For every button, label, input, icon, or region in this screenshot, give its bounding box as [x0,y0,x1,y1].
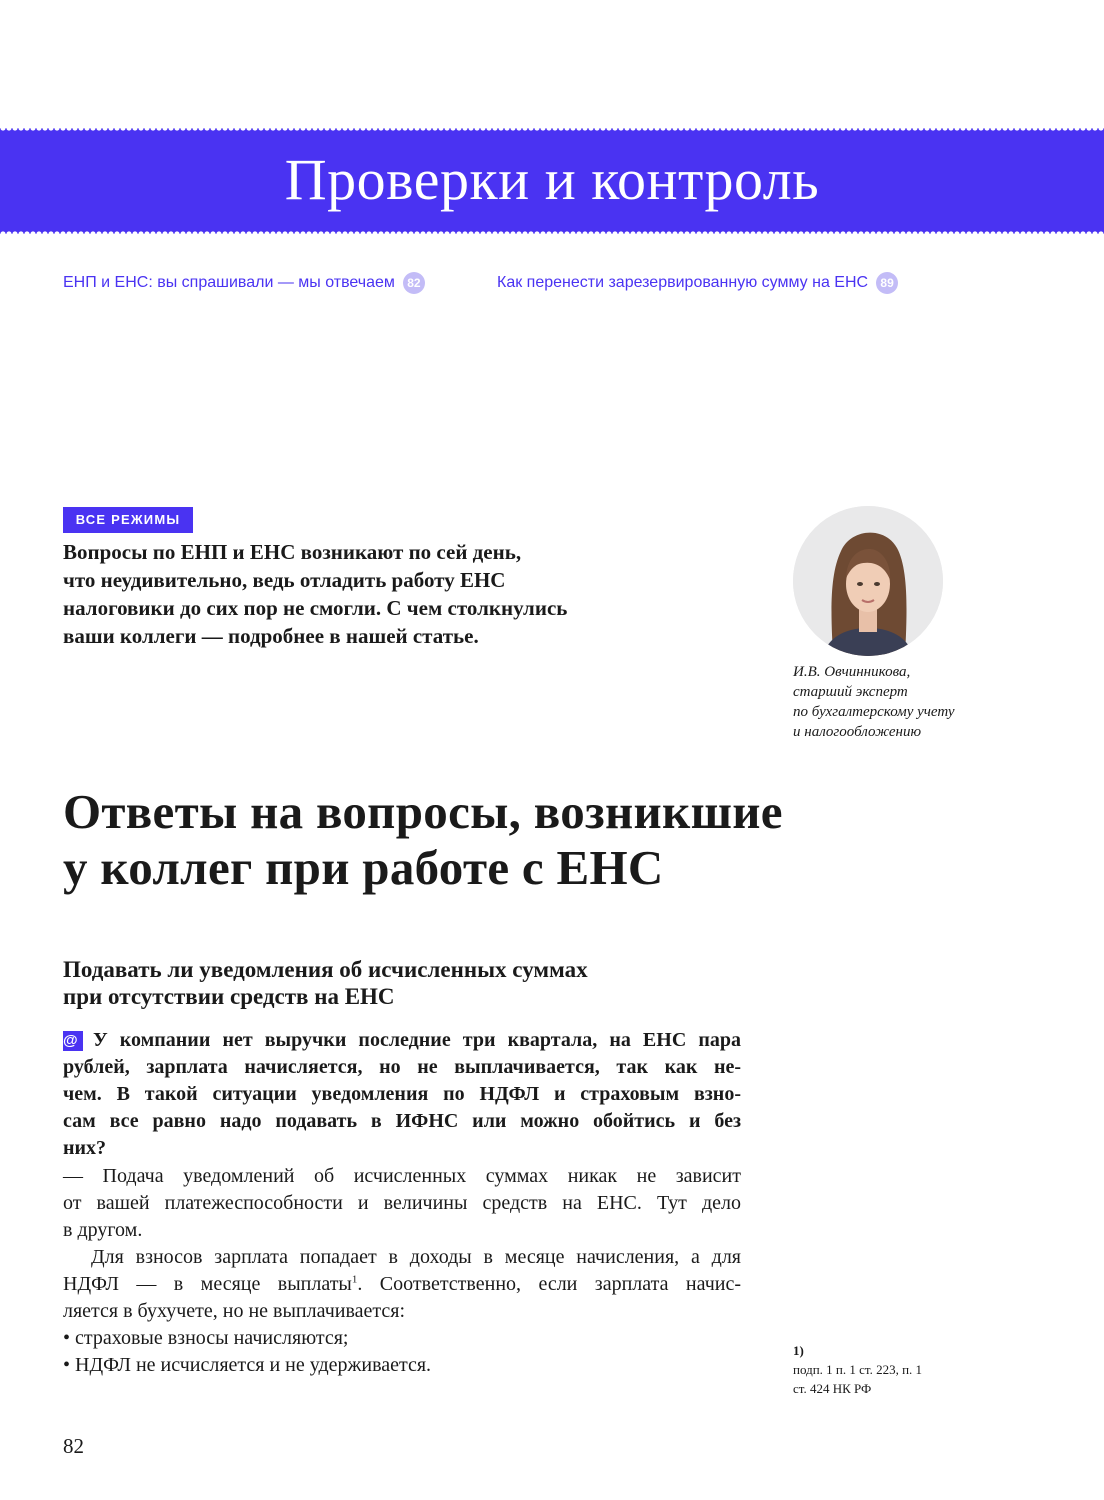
at-icon: @ [63,1031,83,1051]
author-role: старший эксперт [793,684,908,700]
regime-tag: ВСЕ РЕЖИМЫ [63,507,193,533]
footnote [793,1341,922,1398]
banner-scallop-top [0,125,1104,131]
author-role: и налогообложению [793,724,922,740]
lead-paragraph [63,538,703,650]
author-photo [793,506,943,656]
section-title: Проверки и контроль [284,147,820,212]
xref-link-2[interactable] [497,272,898,294]
lead-line: ваши коллеги — подробнее в нашей статье. [63,624,479,648]
lead-line: что неудивительно, ведь отладить работу ЕНС [63,568,506,592]
article-title-line: Ответы на вопросы, возникшие [63,784,783,839]
paragraph-line: ляется в бухучете, но не выплачивается: [63,1300,406,1322]
bullet-item: • страховые взносы начисляются; [63,1327,349,1349]
page-number: 82 [63,1434,84,1458]
bullet-item: • НДФЛ не исчисляется и не удерживается. [63,1354,432,1376]
section-banner [0,128,1104,234]
paragraph-line: Для взносов зарплата попадает в доходы в месяце начисления, а для [91,1246,741,1268]
answer-block [63,1163,741,1244]
article-title-line: у коллег при работе с ЕНС [63,840,664,895]
xref-link-1-text: ЕНП и ЕНС: вы спрашивали — мы отвечаем [63,274,395,291]
author-name: И.В. Овчинникова, [793,664,911,680]
xref-link-1[interactable] [63,272,425,294]
footnote-ref: 1 [351,1273,358,1286]
answer-line: — Подача уведомлений об исчисленных суммах никак не зависит [63,1165,741,1187]
question-line: @ У компании нет выручки последние три квартала, на ЕНС пара [63,1029,741,1051]
question-block [63,1027,741,1162]
answer-line: от вашей платежеспособности и величины средств на ЕНС. Тут дело [63,1192,741,1214]
lead-line: Вопросы по ЕНП и ЕНС возникают по сей день, [63,540,522,564]
author-role: по бухгалтерскому учету [793,704,955,720]
footnote-line: 1) подп. 1 п. 1 ст. 223, п. 1 [793,1343,923,1377]
footnote-line: ст. 424 НК РФ [793,1381,872,1396]
lead-line: налоговики до сих пор не смогли. С чем столкнулись [63,596,568,620]
banner-scallop-bottom [0,231,1104,237]
xref-link-2-page-badge: 89 [876,272,898,294]
section-heading-line: Подавать ли уведомления об исчисленных суммах [63,957,588,982]
xref-link-1-page-badge: 82 [403,272,425,294]
article-title [63,784,783,896]
footnote-number: 1) [793,1343,804,1358]
xref-link-2-text: Как перенести зарезервированную сумму на ЕНС [497,274,869,291]
author-caption [793,662,955,742]
paragraph-block [63,1244,741,1379]
question-line: рублей, зарплата начисляется, но не выплачивается, так как не- [63,1056,741,1078]
author-portrait-illustration [793,506,943,656]
answer-line: в другом. [63,1219,143,1241]
paragraph-line: НДФЛ — в месяце выплаты$^1$. Соответственно, если зарплата начис- [63,1273,741,1295]
question-line: чем. В такой ситуации уведомления по НДФЛ и страховым взно- [63,1083,741,1105]
question-line: них? [63,1137,107,1159]
question-line: сам все равно надо подавать в ИФНС или можно обойтись и без [63,1110,741,1132]
section-heading-line: при отсутствии средств на ЕНС [63,984,395,1009]
section-heading [63,956,588,1010]
